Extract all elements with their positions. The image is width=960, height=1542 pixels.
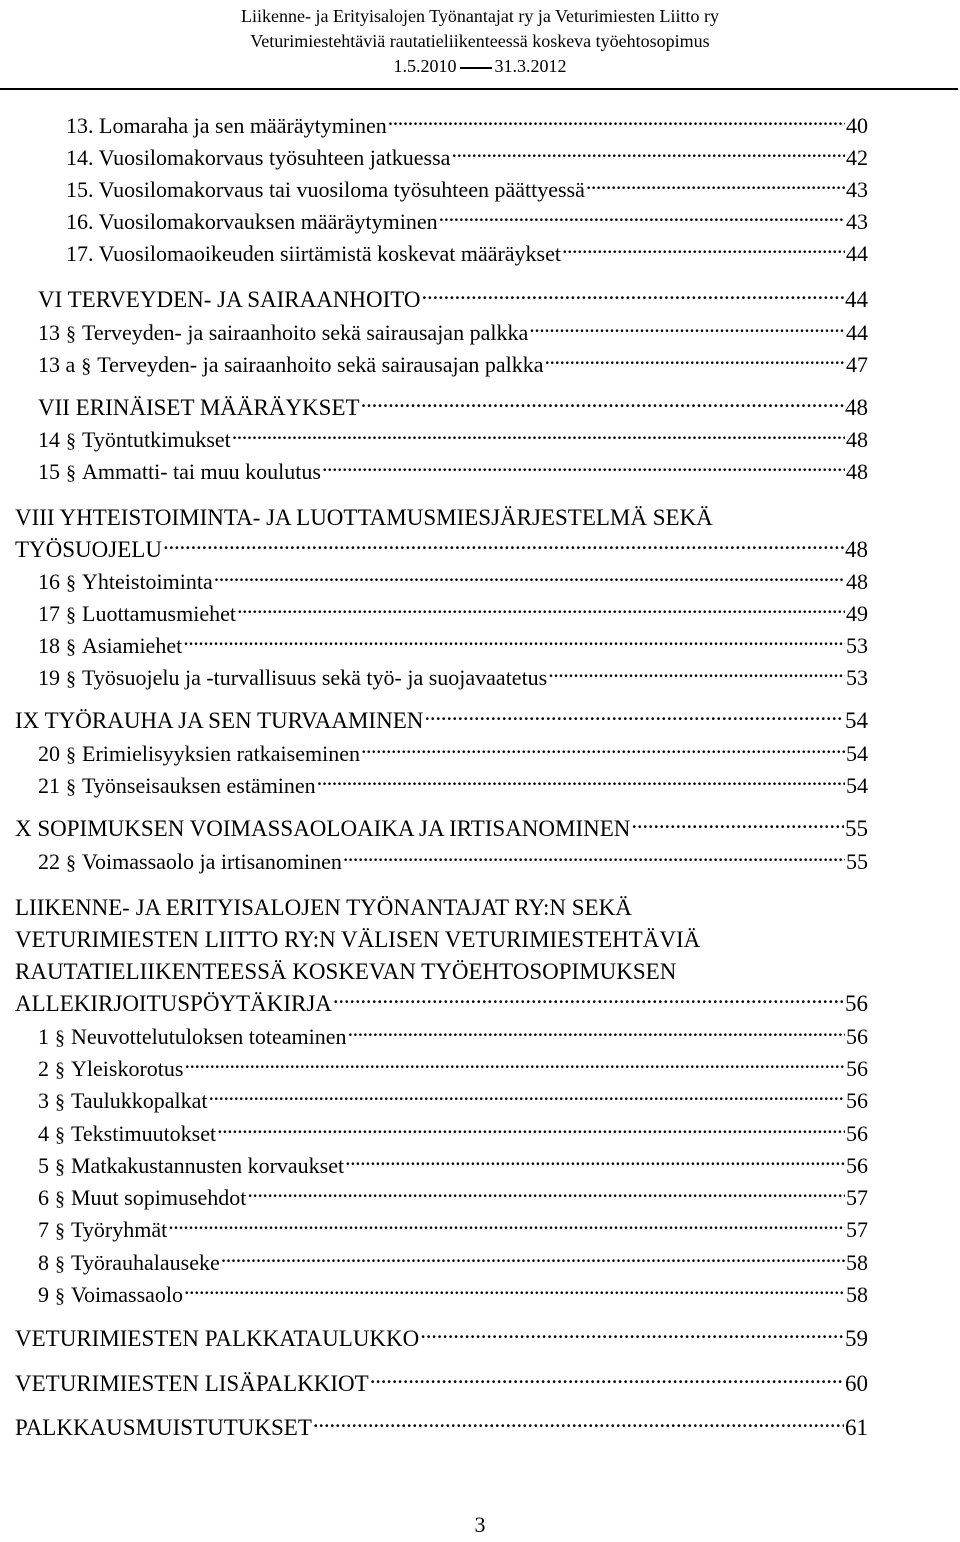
section-title: Terveyden- ja sairaanhoito sekä sairausajan palkka <box>97 352 544 377</box>
toc-page-number: 56 <box>846 1024 868 1049</box>
toc-entry[interactable] <box>38 393 868 423</box>
dot-leader <box>184 1280 845 1302</box>
toc-heading-line: RAUTATIELIIKENTEESSÄ KOSKEVAN TYÖEHTOSOPIMUKSEN <box>15 959 677 984</box>
toc-entry-title <box>38 457 321 488</box>
toc-page-number: 43 <box>846 209 868 234</box>
toc-entry[interactable] <box>66 239 868 269</box>
toc-page-number: 55 <box>846 849 868 874</box>
dot-leader <box>247 1183 845 1205</box>
dot-leader <box>420 1324 844 1346</box>
section-title: Luottamusmiehet <box>82 601 236 626</box>
section-sign-icon: § <box>55 1285 65 1307</box>
toc-entry[interactable] <box>38 599 868 629</box>
toc-page-number: 56 <box>845 991 868 1016</box>
dot-leader <box>529 318 845 340</box>
date-start: 1.5.2010 <box>393 56 457 76</box>
section-title: Neuvottelutuloksen toteaminen <box>71 1024 347 1049</box>
toc-page-number: 58 <box>846 1282 868 1307</box>
dot-leader <box>422 285 844 307</box>
section-number: 4 <box>38 1121 49 1146</box>
toc-page-number: 56 <box>846 1056 868 1081</box>
section-title: Työrauhalauseke <box>71 1250 220 1275</box>
section-sign-icon: § <box>66 572 76 594</box>
section-number: 3 <box>38 1088 49 1113</box>
section-title: Taulukkopalkat <box>71 1088 208 1113</box>
header-validity-period <box>0 55 960 77</box>
toc-entry[interactable] <box>15 989 868 1019</box>
toc-entry-title: VETURIMIESTEN LISÄPALKKIOT <box>15 1371 369 1396</box>
dot-leader <box>313 1413 844 1435</box>
toc-entry-title: VI TERVEYDEN- JA SAIRAANHOITO <box>38 287 421 312</box>
toc-page-number: 56 <box>846 1121 868 1146</box>
toc-entry[interactable] <box>66 207 868 237</box>
toc-entry[interactable] <box>38 1215 868 1245</box>
section-title: Työsuojelu ja -turvallisuus sekä työ- ja suojavaatetus <box>82 665 548 690</box>
dot-leader <box>562 239 845 261</box>
dot-leader <box>184 1054 845 1076</box>
toc-entry[interactable] <box>38 739 868 769</box>
section-sign-icon: § <box>66 462 76 484</box>
toc-entry-title <box>38 1022 347 1053</box>
toc-entry[interactable] <box>38 1119 868 1149</box>
section-sign-icon: § <box>55 1156 65 1178</box>
toc-entry-title <box>38 1054 183 1085</box>
section-number: 2 <box>38 1056 49 1081</box>
dot-leader <box>183 631 845 653</box>
toc-page-number: 56 <box>846 1153 868 1178</box>
dot-leader <box>232 425 845 447</box>
toc-entry-title <box>38 425 231 456</box>
toc-entry-title <box>38 599 236 630</box>
section-title: Tekstimuutokset <box>71 1121 217 1146</box>
toc-entry[interactable] <box>38 1248 868 1278</box>
section-number: 1 <box>38 1024 49 1049</box>
toc-page-number: 48 <box>845 395 868 420</box>
toc-page-number: 59 <box>845 1326 868 1351</box>
dot-leader <box>317 771 845 793</box>
section-sign-icon: § <box>55 1091 65 1113</box>
toc-entry[interactable] <box>15 1324 868 1354</box>
toc-entry-title: ALLEKIRJOITUSPÖYTÄKIRJA <box>15 991 332 1016</box>
dot-leader <box>163 535 844 557</box>
toc-entry-title <box>38 350 543 381</box>
toc-entry-title <box>38 1119 216 1150</box>
toc-entry[interactable] <box>38 285 868 315</box>
toc-entry[interactable] <box>15 535 868 565</box>
section-sign-icon: § <box>55 1059 65 1081</box>
section-sign-icon: § <box>66 430 76 452</box>
dot-leader <box>343 847 845 869</box>
section-sign-icon: § <box>66 776 76 798</box>
section-title: Työntutkimukset <box>82 427 231 452</box>
header-agreement-title: Veturimiestehtäviä rautatieliikenteessä koskeva työehtosopimus <box>250 31 710 51</box>
header-rule <box>0 88 958 90</box>
section-title: Työnseisauksen estäminen <box>82 773 316 798</box>
section-title: Ammatti- tai muu koulutus <box>82 459 321 484</box>
section-title: Voimassaolo <box>71 1282 184 1307</box>
toc-entry-title <box>38 1280 183 1311</box>
toc-heading-line: LIIKENNE- JA ERITYISALOJEN TYÖNANTAJAT RY:N SEKÄ <box>15 895 632 920</box>
toc-page-number: 40 <box>846 113 868 138</box>
dot-leader <box>544 350 845 372</box>
section-number: 17 <box>38 601 60 626</box>
toc-entry-title: 15. Vuosilomakorvaus tai vuosiloma työsuhteen päättyessä <box>66 177 585 202</box>
toc-page-number: 43 <box>846 177 868 202</box>
section-number: 20 <box>38 741 60 766</box>
header-organizations: Liikenne- ja Erityisalojen Työnantajat ry ja Veturimiesten Liitto ry <box>241 6 719 26</box>
toc-entry[interactable] <box>66 175 868 205</box>
toc-entry-title <box>38 631 182 662</box>
section-number: 19 <box>38 665 60 690</box>
section-number: 7 <box>38 1217 49 1242</box>
toc-entry-title: IX TYÖRAUHA JA SEN TURVAAMINEN <box>15 708 424 733</box>
toc-heading-line: VIII YHTEISTOIMINTA- JA LUOTTAMUSMIESJÄRJESTELMÄ SEKÄ <box>15 505 713 530</box>
toc-entry-title <box>38 1086 208 1117</box>
dot-leader <box>348 1022 845 1044</box>
toc-heading-line: VETURIMIESTEN LIITTO RY:N VÄLISEN VETURIMIESTEHTÄVIÄ <box>15 927 701 952</box>
toc-entry-title <box>38 739 360 770</box>
section-sign-icon: § <box>66 668 76 690</box>
section-sign-icon: § <box>55 1188 65 1210</box>
section-title: Asiamiehet <box>82 633 183 658</box>
toc-page-number: 48 <box>846 569 868 594</box>
toc-page-number: 53 <box>846 633 868 658</box>
section-title: Yleiskorotus <box>71 1056 184 1081</box>
toc-page-number: 57 <box>846 1185 868 1210</box>
dot-leader <box>237 599 845 621</box>
toc-page-number: 42 <box>846 145 868 170</box>
section-sign-icon: § <box>66 604 76 626</box>
section-title: Muut sopimusehdot <box>71 1185 247 1210</box>
section-sign-icon: § <box>81 355 92 377</box>
toc-page-number: 54 <box>846 741 868 766</box>
toc-page-number: 54 <box>845 708 868 733</box>
toc-entry-title <box>38 318 528 349</box>
toc-entry[interactable] <box>38 1183 868 1213</box>
toc-page-number: 57 <box>846 1217 868 1242</box>
toc-page-number: 44 <box>846 241 868 266</box>
section-number: 18 <box>38 633 60 658</box>
dot-leader <box>370 1369 844 1391</box>
toc-entry[interactable] <box>38 847 868 877</box>
dot-leader <box>221 1248 845 1270</box>
toc-entry[interactable] <box>38 457 868 487</box>
toc-entry[interactable] <box>38 771 868 801</box>
toc-entry-title <box>38 567 213 598</box>
section-number: 16 <box>38 569 60 594</box>
toc-page-number: 44 <box>845 287 868 312</box>
dot-leader <box>333 989 844 1011</box>
toc-entry[interactable] <box>66 111 868 141</box>
toc-page-number: 49 <box>846 601 868 626</box>
dot-leader <box>586 175 845 197</box>
section-number: 5 <box>38 1153 49 1178</box>
dot-leader <box>361 739 845 761</box>
dot-leader <box>439 207 845 229</box>
page-number: 3 <box>474 1512 486 1537</box>
dot-leader <box>388 111 845 133</box>
toc-page-number: 58 <box>846 1250 868 1275</box>
toc-entry-title: TYÖSUOJELU <box>15 537 162 562</box>
toc-page-number: 56 <box>846 1088 868 1113</box>
section-sign-icon: § <box>55 1220 65 1242</box>
section-sign-icon: § <box>66 636 76 658</box>
toc-entry[interactable] <box>38 350 868 380</box>
section-sign-icon: § <box>55 1124 65 1146</box>
dot-leader <box>214 567 845 589</box>
toc-entry-title: VII ERINÄISET MÄÄRÄYKSET <box>38 395 360 420</box>
dot-leader <box>345 1151 845 1173</box>
toc-entry-title: 14. Vuosilomakorvaus työsuhteen jatkuessa <box>66 145 451 170</box>
toc-entry-title: 13. Lomaraha ja sen määräytyminen <box>66 113 387 138</box>
section-title: Työryhmät <box>71 1217 168 1242</box>
section-sign-icon: § <box>55 1253 65 1275</box>
toc-entry[interactable] <box>38 1022 868 1052</box>
section-number: 9 <box>38 1282 49 1307</box>
toc-entry-title: VETURIMIESTEN PALKKATAULUKKO <box>15 1326 420 1351</box>
section-number: 14 <box>38 427 60 452</box>
toc-entry-title <box>38 1248 220 1279</box>
toc-page-number: 53 <box>846 665 868 690</box>
section-sign-icon: § <box>66 744 76 766</box>
dot-leader <box>217 1119 845 1141</box>
dot-leader <box>361 393 844 415</box>
toc-entry-title <box>38 1215 167 1246</box>
section-number: 6 <box>38 1185 49 1210</box>
dot-leader <box>168 1215 845 1237</box>
section-number: 15 <box>38 459 60 484</box>
section-sign-icon: § <box>66 323 76 345</box>
toc-entry[interactable] <box>38 663 868 693</box>
dot-leader <box>451 143 845 165</box>
toc-entry-title <box>38 1183 246 1214</box>
toc-entry[interactable] <box>15 814 868 844</box>
toc-entry-title: 17. Vuosilomaoikeuden siirtämistä koskevat määräykset <box>66 241 561 266</box>
toc-entry[interactable] <box>38 318 868 348</box>
toc-entry-title: X SOPIMUKSEN VOIMASSAOLOAIKA JA IRTISANOMINEN <box>15 816 631 841</box>
toc-entry[interactable] <box>15 1413 868 1443</box>
section-number: 8 <box>38 1250 49 1275</box>
section-number: 22 <box>38 849 60 874</box>
section-title: Erimielisyyksien ratkaiseminen <box>82 741 360 766</box>
toc-entry[interactable] <box>38 1054 868 1084</box>
toc-page-number: 54 <box>846 773 868 798</box>
toc-page-number: 60 <box>845 1371 868 1396</box>
section-title: Terveyden- ja sairaanhoito sekä sairausajan palkka <box>82 320 529 345</box>
toc-entry[interactable] <box>38 425 868 455</box>
dash-separator <box>460 67 492 69</box>
toc-entry-title <box>38 847 342 878</box>
section-number: 21 <box>38 773 60 798</box>
toc-entry[interactable] <box>38 631 868 661</box>
section-sign-icon: § <box>55 1027 65 1049</box>
toc-page-number: 47 <box>846 352 868 377</box>
toc-page-number: 48 <box>846 427 868 452</box>
dot-leader <box>322 457 845 479</box>
dot-leader <box>209 1086 845 1108</box>
toc-entry-title <box>38 771 316 802</box>
toc-entry[interactable] <box>38 1280 868 1310</box>
toc-page-number: 44 <box>846 320 868 345</box>
toc-page-number: 48 <box>846 459 868 484</box>
toc-entry-title: 16. Vuosilomakorvauksen määräytyminen <box>66 209 438 234</box>
date-end: 31.3.2012 <box>494 56 567 76</box>
toc-page-number: 61 <box>845 1415 868 1440</box>
toc-entry[interactable] <box>38 1086 868 1116</box>
section-number: 13 a <box>38 352 76 377</box>
section-title: Voimassaolo ja irtisanominen <box>82 849 342 874</box>
toc-entry[interactable] <box>38 1151 868 1181</box>
toc-entry-title: PALKKAUSMUISTUTUKSET <box>15 1415 312 1440</box>
section-sign-icon: § <box>66 852 76 874</box>
toc-entry[interactable] <box>15 706 868 736</box>
section-title: Matkakustannusten korvaukset <box>71 1153 345 1178</box>
toc-entry-title <box>38 1151 344 1182</box>
dot-leader <box>424 706 844 728</box>
toc-page-number: 48 <box>845 537 868 562</box>
toc-entry[interactable] <box>15 1369 868 1399</box>
toc-page-number: 55 <box>845 816 868 841</box>
dot-leader <box>631 814 844 836</box>
section-number: 13 <box>38 320 60 345</box>
toc-entry[interactable] <box>66 143 868 173</box>
toc-entry-title <box>38 663 547 694</box>
section-title: Yhteistoiminta <box>82 569 213 594</box>
toc-entry[interactable] <box>38 567 868 597</box>
dot-leader <box>548 663 845 685</box>
